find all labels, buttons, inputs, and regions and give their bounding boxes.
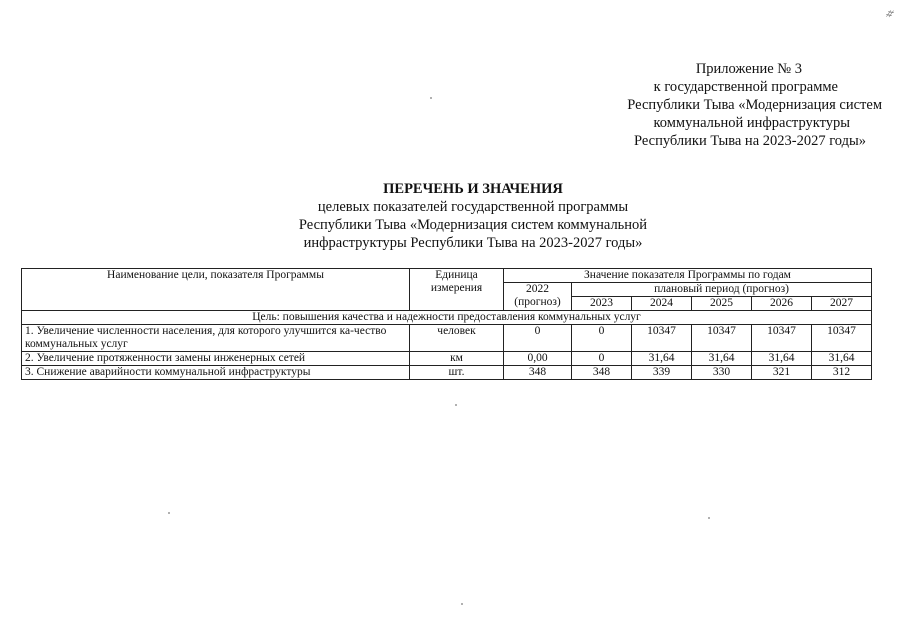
indicators-table bbox=[21, 268, 872, 380]
row-value: 10347 bbox=[812, 325, 872, 352]
table-row bbox=[22, 366, 872, 380]
row-name: 2. Увеличение протяженности замены инженерных сетей bbox=[22, 352, 410, 366]
row-value: 312 bbox=[812, 366, 872, 380]
row-unit: км bbox=[410, 352, 504, 366]
row-unit: человек bbox=[410, 325, 504, 352]
row-name: 3. Снижение аварийности коммунальной инфраструктуры bbox=[22, 366, 410, 380]
document-title bbox=[200, 180, 746, 252]
row-value: 0 bbox=[572, 352, 632, 366]
scan-speck bbox=[461, 603, 463, 605]
appendix-line: Республики Тыва на 2023-2027 годы» bbox=[633, 133, 866, 149]
row-value: 31,64 bbox=[812, 352, 872, 366]
row-value: 339 bbox=[632, 366, 692, 380]
appendix-line: коммунальной инфраструктуры bbox=[653, 115, 850, 131]
header-planning: плановый период (прогноз) bbox=[572, 283, 872, 297]
row-value: 31,64 bbox=[632, 352, 692, 366]
appendix-line: к государственной программе bbox=[653, 79, 838, 95]
row-value: 31,64 bbox=[752, 352, 812, 366]
corner-scan-mark: ♯ bbox=[884, 7, 896, 21]
title-line: инфраструктуры Республики Тыва на 2023-2027 годы» bbox=[303, 235, 643, 251]
row-value: 10347 bbox=[632, 325, 692, 352]
row-value: 31,64 bbox=[692, 352, 752, 366]
row-value: 330 bbox=[692, 366, 752, 380]
row-value-2022: 348 bbox=[504, 366, 572, 380]
header-year-2022: 2022 (прогноз) bbox=[504, 283, 572, 311]
row-value-2022: 0 bbox=[504, 325, 572, 352]
row-value: 10347 bbox=[752, 325, 812, 352]
row-value: 321 bbox=[752, 366, 812, 380]
header-year: 2023 bbox=[572, 297, 632, 311]
scan-speck bbox=[708, 517, 710, 519]
header-values: Значение показателя Программы по годам bbox=[504, 269, 872, 283]
goal-row: Цель: повышения качества и надежности предоставления коммунальных услуг bbox=[22, 311, 872, 325]
title-line: целевых показателей государственной программы bbox=[317, 199, 629, 215]
table-row bbox=[22, 325, 872, 352]
header-name: Наименование цели, показателя Программы bbox=[22, 269, 410, 311]
appendix-line: Приложение № 3 bbox=[695, 61, 802, 77]
title-line: Республики Тыва «Модернизация систем коммунальной bbox=[298, 217, 648, 233]
table-row bbox=[22, 352, 872, 366]
scan-speck bbox=[168, 512, 170, 514]
row-name: 1. Увеличение численности населения, для которого улучшится ка-чество коммунальных услуг bbox=[22, 325, 410, 352]
scan-speck bbox=[455, 404, 457, 406]
title-main: ПЕРЕЧЕНЬ И ЗНАЧЕНИЯ bbox=[383, 181, 563, 197]
appendix-header bbox=[560, 60, 890, 150]
row-unit: шт. bbox=[410, 366, 504, 380]
row-value: 0 bbox=[572, 325, 632, 352]
header-year: 2024 bbox=[632, 297, 692, 311]
appendix-line: Республики Тыва «Модернизация систем bbox=[627, 97, 882, 113]
row-value-2022: 0,00 bbox=[504, 352, 572, 366]
row-value: 10347 bbox=[692, 325, 752, 352]
row-value: 348 bbox=[572, 366, 632, 380]
header-year: 2026 bbox=[752, 297, 812, 311]
header-unit: Единица измерения bbox=[410, 269, 504, 311]
header-year: 2027 bbox=[812, 297, 872, 311]
header-year: 2025 bbox=[692, 297, 752, 311]
scan-speck bbox=[430, 97, 432, 99]
